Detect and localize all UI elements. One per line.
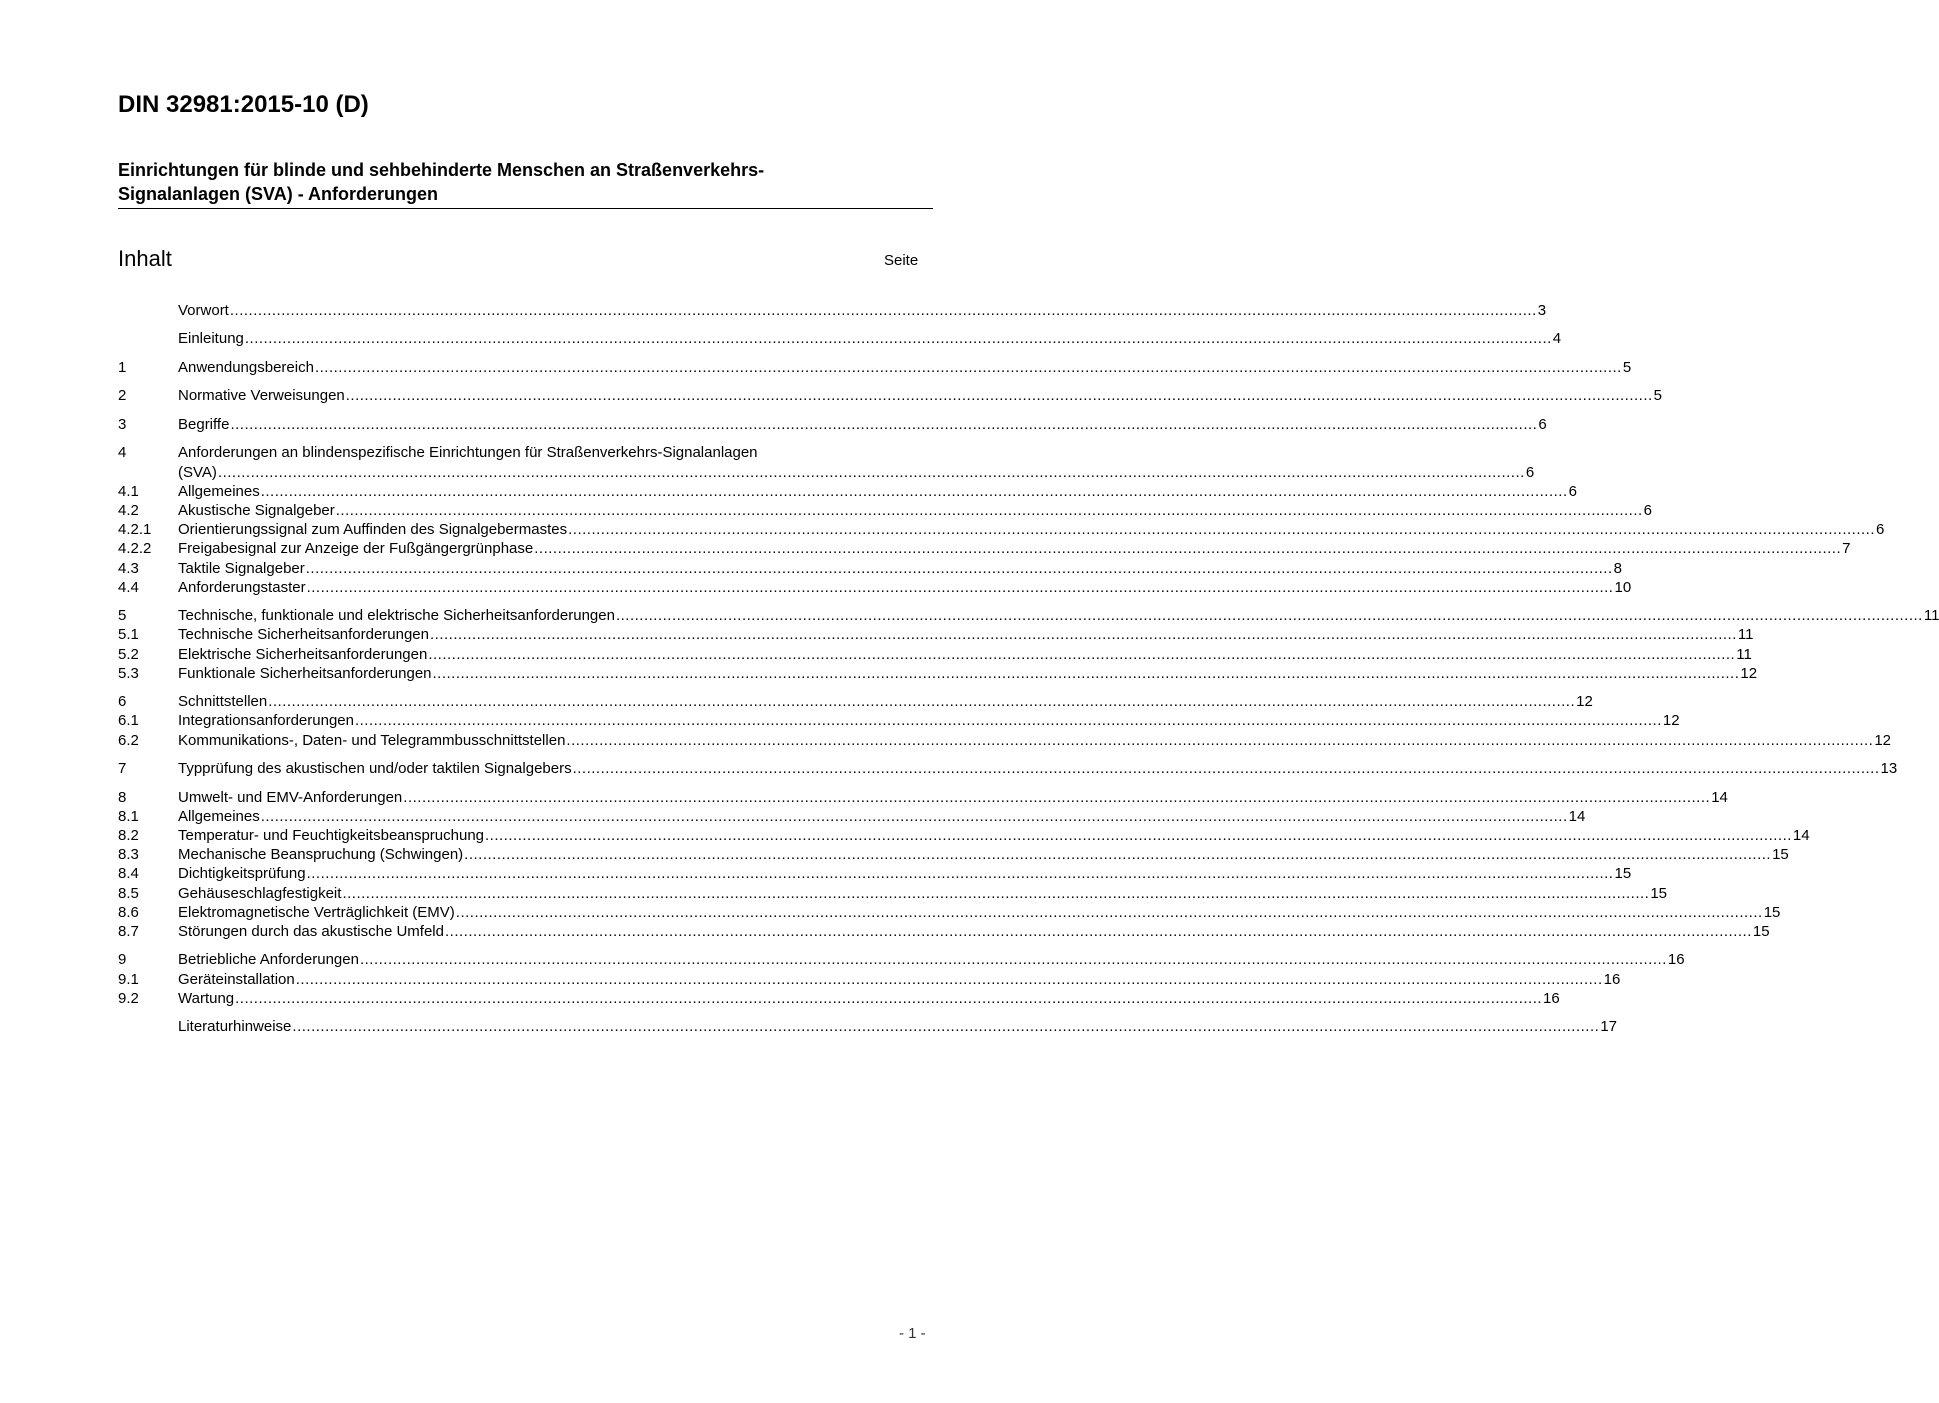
toc-entry-label: Orientierungssignal zum Auffinden des Signalgebermastes [178,521,568,539]
toc-entry-page: 7 [1842,540,1851,558]
toc-entry[interactable] [118,903,1781,922]
toc-entry-label: Einleitung [178,330,244,348]
toc-entry-number: 4.2.1 [118,521,152,539]
toc-dot-leader [307,578,1614,597]
toc-entry[interactable] [118,989,1560,1008]
toc-dot-leader [566,731,1873,750]
toc-dot-leader [428,645,1735,664]
document-id: DIN 32981:2015-10 (D) [118,91,369,118]
toc-entry-label-continuation: (SVA) [178,463,217,481]
toc-entry-label: Freigabesignal zur Anzeige der Fußgängergrünphase [178,540,534,558]
toc-entry-label: Störungen durch das akustische Umfeld [178,922,444,940]
toc-entry-label: Geräteinstallation [178,970,295,988]
toc-entry-number: 8.4 [118,865,139,883]
toc-entry-page: 6 [1525,463,1535,481]
toc-dot-leader [235,989,1542,1008]
toc-group [118,358,1632,377]
toc-entry-page: 11 [1923,607,1939,625]
toc-group [118,788,1810,942]
toc-dot-leader [261,807,1568,826]
toc-entry-label: Umwelt- und EMV-Anforderungen [178,788,403,806]
toc-entry-number: 4.2.2 [118,540,152,558]
toc-entry-continuation[interactable] [118,463,1535,482]
toc-group [118,415,1547,434]
toc-entry-label: Elektromagnetische Verträglichkeit (EMV) [178,903,455,921]
toc-entry[interactable] [118,711,1680,730]
toc-group [118,1017,1617,1036]
toc-dot-leader [245,329,1552,348]
toc-entry-label: Kommunikations-, Daten- und Telegrammbusschnittstellen [178,731,566,749]
toc-group [118,386,1663,405]
toc-entry[interactable] [118,731,1892,750]
toc-entry-page: 5 [1653,387,1663,405]
toc-entry-label: Wartung [178,989,235,1007]
toc-dot-leader [456,903,1763,922]
toc-entry-label: Mechanische Beanspruchung (Schwingen) [178,846,464,864]
toc-entry-label: Allgemeines [178,482,260,500]
toc-dot-leader [307,864,1614,883]
toc-entry-page: 16 [1603,970,1621,988]
toc-entry[interactable] [118,664,1758,683]
document-title-line-1: Einrichtungen für blinde und sehbehinderte Menschen an Straßenverkehrs- [118,160,765,180]
toc-dot-leader [230,415,1537,434]
toc-entry-page: 15 [1763,903,1781,921]
toc-entry-number: 4.4 [118,578,139,596]
toc-entry-number: 3 [118,415,127,433]
toc-entry-number: 7 [118,760,127,778]
toc-entry-page: 11 [1737,626,1754,644]
toc-entry[interactable] [118,845,1789,864]
toc-entry-label: Elektrische Sicherheitsanforderungen [178,645,428,663]
table-of-contents [118,301,1939,1036]
toc-entry-page: 8 [1613,559,1622,577]
toc-entry-label: Technische, funktionale und elektrische Sicherheitsanforderungen [178,607,615,625]
toc-entry-page: 15 [1614,865,1632,883]
toc-dot-leader [534,539,1841,558]
toc-entry-number: 6.1 [118,712,139,730]
toc-entry[interactable] [118,759,1898,778]
toc-entry[interactable] [118,520,1885,539]
document-title-line-2: Signalanlagen (SVA) - Anforderungen [118,184,439,204]
toc-entry[interactable] [118,443,932,462]
toc-dot-leader [292,1017,1599,1036]
toc-entry[interactable] [118,501,1653,520]
toc-dot-leader [306,559,1613,578]
toc-entry-number: 8.2 [118,826,139,844]
toc-group [118,950,1685,1008]
toc-entry[interactable] [118,970,1621,989]
toc-entry-page: 6 [1568,482,1577,500]
document-title [118,158,933,209]
toc-entry[interactable] [118,539,1851,558]
toc-entry-label: Gehäuseschlagfestigkeit [178,884,342,902]
toc-entry-number: 8.5 [118,884,139,902]
toc-entry-number: 5.3 [118,664,139,682]
toc-dot-leader [464,845,1771,864]
toc-dot-leader [230,301,1537,320]
toc-entry-page: 6 [1876,521,1885,539]
toc-dot-leader [430,625,1737,644]
toc-entry-page: 11 [1736,645,1752,663]
toc-entry[interactable] [118,386,1663,405]
toc-entry-label: Anforderungstaster [178,578,306,596]
toc-entry[interactable] [118,788,1728,807]
toc-entry-page: 3 [1537,301,1547,319]
toc-entry-number: 9.1 [118,970,139,988]
toc-entry-page: 15 [1650,884,1668,902]
toc-dot-leader [573,759,1880,778]
toc-dot-leader [433,664,1740,683]
toc-group [118,301,1547,320]
toc-entry-page: 12 [1662,712,1680,730]
toc-entry-number: 5.1 [118,626,139,644]
toc-dot-leader [445,922,1752,941]
toc-entry-label: Temperatur- und Feuchtigkeitsbeanspruchung [178,826,485,844]
toc-entry[interactable] [118,922,1770,941]
toc-entry[interactable] [118,606,1939,625]
toc-entry-page: 4 [1552,330,1562,348]
toc-entry-page: 12 [1874,731,1892,749]
toc-entry-number: 8.7 [118,922,139,940]
toc-entry[interactable] [118,482,1577,501]
toc-entry[interactable] [118,826,1810,845]
toc-entry-number: 8.6 [118,903,139,921]
toc-dot-leader [355,711,1662,730]
toc-entry[interactable] [118,692,1593,711]
toc-entry-label: Taktile Signalgeber [178,559,305,577]
toc-entry-page: 6 [1538,415,1547,433]
toc-dot-leader [315,358,1622,377]
toc-entry-page: 15 [1752,922,1770,940]
toc-dot-leader [268,692,1575,711]
toc-entry-number: 8 [118,788,127,806]
toc-group [118,329,1562,348]
toc-entry-number: 8.3 [118,846,139,864]
toc-entry-page: 14 [1792,826,1810,844]
toc-entry[interactable] [118,329,1562,348]
toc-entry-label: Schnittstellen [178,693,268,711]
toc-entry-label: Integrationsanforderungen [178,712,354,730]
toc-entry-label: Begriffe [178,415,230,433]
toc-dot-leader [568,520,1875,539]
toc-entry-number: 4.3 [118,559,139,577]
toc-entry-number: 9.2 [118,989,139,1007]
toc-page-column-label: Seite [884,252,919,269]
toc-group [118,692,1892,750]
toc-entry-number: 5.2 [118,645,139,663]
toc-entry-label: Anwendungsbereich [178,358,314,376]
toc-entry-page: 17 [1600,1018,1617,1036]
toc-entry-label: Typprüfung des akustischen und/oder taktilen Signalgebers [178,760,572,778]
toc-entry-label: Dichtigkeitsprüfung [178,865,306,883]
page-number: - 1 - [899,1325,926,1342]
toc-entry-page: 5 [1622,358,1632,376]
toc-entry-label: Literaturhinweise [178,1018,292,1036]
toc-dot-leader [485,826,1792,845]
toc-dot-leader [616,606,1923,625]
toc-entry-label: Akustische Signalgeber [178,501,335,519]
toc-dot-leader [360,950,1667,969]
toc-entry-number: 5 [118,607,127,625]
toc-entry-label: Betriebliche Anforderungen [178,951,359,969]
toc-entry-number: 1 [118,358,127,376]
toc-dot-leader [261,482,1568,501]
toc-entry[interactable] [118,578,1632,597]
toc-entry[interactable] [118,807,1586,826]
toc-entry-label: Anforderungen an blindenspezifische Einrichtungen für Straßenverkehrs-Signalanlagen [178,444,758,462]
toc-entry-label: Normative Verweisungen [178,387,345,405]
toc-dot-leader [403,788,1710,807]
toc-entry-page: 6 [1643,501,1653,519]
toc-dot-leader [342,884,1649,903]
toc-entry-page: 10 [1614,578,1632,596]
toc-dot-leader [346,386,1653,405]
toc-entry-label: Funktionale Sicherheitsanforderungen [178,664,432,682]
toc-entry-number: 8.1 [118,807,139,825]
toc-entry-label: Allgemeines [178,807,260,825]
toc-group [118,759,1898,778]
toc-entry-number: 6.2 [118,731,139,749]
toc-entry[interactable] [118,415,1547,434]
toc-group [118,443,1885,597]
toc-entry[interactable] [118,358,1632,377]
toc-entry-page: 13 [1880,760,1898,778]
toc-entry[interactable] [118,1017,1617,1036]
toc-entry-page: 12 [1740,664,1758,682]
toc-entry-number: 2 [118,387,127,405]
toc-dot-leader [218,463,1525,482]
toc-entry-page: 16 [1543,989,1560,1007]
toc-dot-leader [296,970,1603,989]
toc-entry[interactable] [118,625,1754,644]
toc-entry[interactable] [118,645,1752,664]
toc-heading: Inhalt [118,246,172,271]
toc-entry[interactable] [118,301,1547,320]
toc-entry-number: 4 [118,444,127,462]
toc-group [118,606,1939,683]
toc-entry[interactable] [118,864,1632,883]
toc-entry-label: Vorwort [178,301,229,319]
toc-entry-page: 12 [1576,693,1593,711]
toc-entry-number: 6 [118,693,127,711]
toc-entry-number: 4.1 [118,482,139,500]
toc-entry-page: 15 [1772,846,1789,864]
toc-entry-page: 16 [1667,951,1685,969]
toc-entry[interactable] [118,950,1685,969]
toc-dot-leader [336,501,1643,520]
toc-entry-label: Technische Sicherheitsanforderungen [178,626,429,644]
toc-entry-page: 14 [1711,788,1728,806]
toc-entry[interactable] [118,559,1622,578]
toc-entry[interactable] [118,884,1668,903]
toc-entry-number: 4.2 [118,501,139,519]
toc-entry-page: 14 [1568,807,1586,825]
toc-entry-number: 9 [118,951,127,969]
